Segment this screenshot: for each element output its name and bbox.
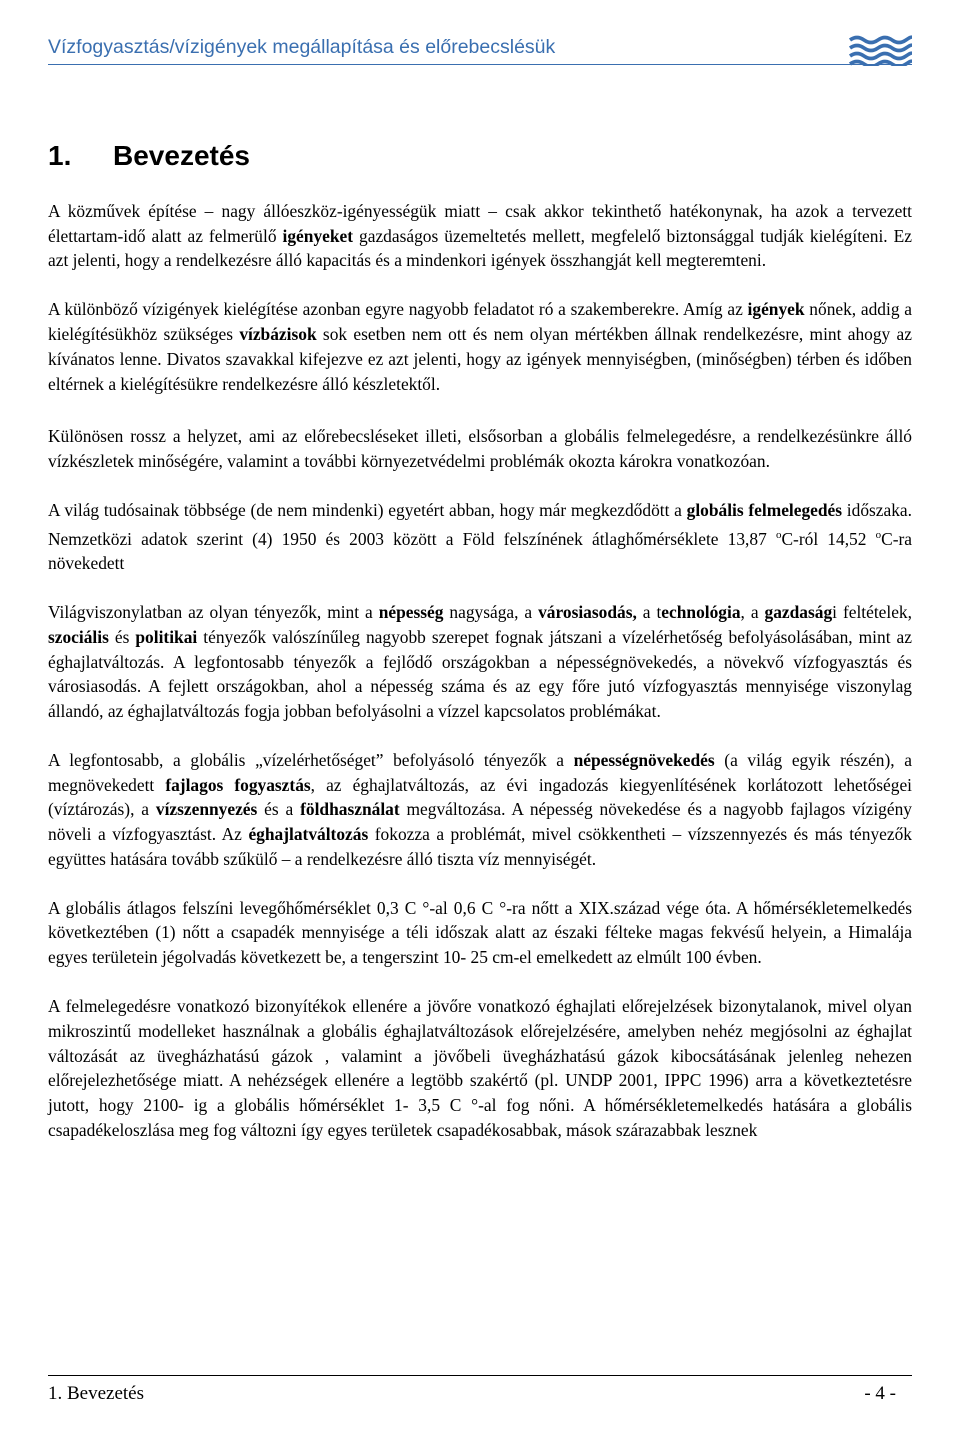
paragraph-2: A különböző vízigények kielégítése azonban egyre nagyobb feladatot ró a szakemberekre. Amíg az igények nőnek, addig a kielégítésükhöz szükséges vízbázisok sok esetben nem ott és nem olyan mértékben állnak rendelkezésre, mint ahogy az kívánatos lenne. Divatos szavakkal kifejezve ez azt jelenti, hogy az igények mennyiségben, (minőségben) térben és időben eltérnek a kielégítésükre rendelkezésre álló készletektől. — [48, 299, 912, 394]
page-header — [48, 34, 912, 64]
body-text — [48, 199, 912, 1142]
chapter-title: Bevezetés — [113, 140, 250, 171]
paragraph-8: A felmelegedésre vonatkozó bizonyítékok ellenére a jövőre vonatkozó éghajlati előrejelzések bizonytalanok, mivel olyan mikroszintű modelleket használnak a globális éghajlatváltozások előrejelzésére, amelyben nehéz megjósolni az éghajlat változását az üvegházhatású gázok , valamint a jövőbeli üvegházhatású gázok kibocsátásának jelenleg nehezen előrejelezhetősége miatt. A nehézségek ellenére a legtöbb szakértő (pl. UNDP 2001, IPPC 1996) arra a következtetésre jutott, hogy 2100- ig a globális hőmérséklet 1- 3,5 C °-al fog nőni. A hőmérsékletemelkedés hatására a globális csapadékeloszlása meg fog változni így egyes területek csapadékosabbak, mások szárazabbak lesznek — [48, 996, 912, 1140]
paragraph-5: Világviszonylatban az olyan tényezők, mint a népesség nagysága, a városiasodás, a technológia, a gazdasági feltételek, szociális és politikai tényezők valószínűleg nagyobb szerepet fognak játszani a vízelérhetőség befolyásolásában, mint az éghajlatváltozás. A legfontosabb tényezők a fejlődő országokban a népességnövekedés, a növekvő vízfogyasztás és városiasodás. A fejlett országokban, ahol a népesség száma és az egy főre jutó vízfogyasztás mennyisége viszonylag állandó, az éghajlatváltozás fogja jobban befolyásolni a vízzel kapcsolatos problémákat. — [48, 602, 912, 721]
footer-chapter: 1. Bevezetés — [48, 1383, 145, 1404]
header-title: Vízfogyasztás/vízigények megállapítása és előrebecslésük — [48, 36, 556, 58]
waves-logo-icon — [848, 34, 912, 66]
chapter-heading — [48, 140, 250, 172]
page-number: - 4 - — [864, 1383, 896, 1404]
paragraph-6: A legfontosabb, a globális „vízelérhetőséget” befolyásoló tényezők a népességnövekedés (a világ egyik részén), a megnövekedett fajlagos fogyasztás, az éghajlatváltozás, az évi ingadozás kiegyenlítésének korlátozott lehetőségei (víztározás), a vízszennyezés és a földhasználat megváltozása. A népesség növekedése és a nagyobb fajlagos vízigény növeli a vízfogyasztást. Az éghajlatváltozás fokozza a problémát, mivel csökkentheti – vízszennyezés és más tényezők együttes hatására tovább szűkülő – a rendelkezésre álló tiszta víz mennyiségét. — [48, 749, 913, 869]
paragraph-1: A közművek építése – nagy állóeszköz-igényességük miatt – csak akkor tekinthető hatékonynak, ha azok a tervezett élettartam-idő alatt az felmerülő igényeket gazdaságos üzemeltetés mellett, megfelelő biztonsággal tudják kielégíteni. Ez azt jelenti, hogy a rendelkezésre álló kapacitás és a mindenkori igények összhangját kell megteremteni. — [48, 201, 912, 271]
paragraph-4: A világ tudósainak többsége (de nem mindenki) egyetért abban, hogy már megkezdődött a globális felmelegedés időszaka. Nemzetközi adatok szerint (4) 1950 és 2003 között a Föld felszínének átlaghőmérséklete 13,87 $^o$C-ról 14,52 $^o$C-ra növekedett — [48, 499, 912, 574]
footer-divider — [48, 1375, 912, 1376]
chapter-number: 1. — [48, 140, 72, 171]
paragraph-7: A globális átlagos felszíni levegőhőmérséklet 0,3 C °-al 0,6 C °-ra nőtt a XIX.század vége óta. A hőmérsékletemelkedés következtében (1) nőtt a csapadék mennyisége a téli időszak alatt az északi félteke magas fekvésű helyein, a Himalája egyes területein jégolvadás következett be, a tengerszint 10- 25 cm-el emelkedett az elmúlt 100 évben. — [48, 897, 912, 968]
header-divider — [48, 64, 912, 65]
paragraph-3: Különösen rossz a helyzet, ami az előrebecsléseket illeti, elsősorban a globális felmelegedésre, a rendelkezésünkre álló vízkészletek minőségére, valamint a további környezetvédelmi problémák okozta károkra vonatkozóan. — [48, 426, 912, 471]
